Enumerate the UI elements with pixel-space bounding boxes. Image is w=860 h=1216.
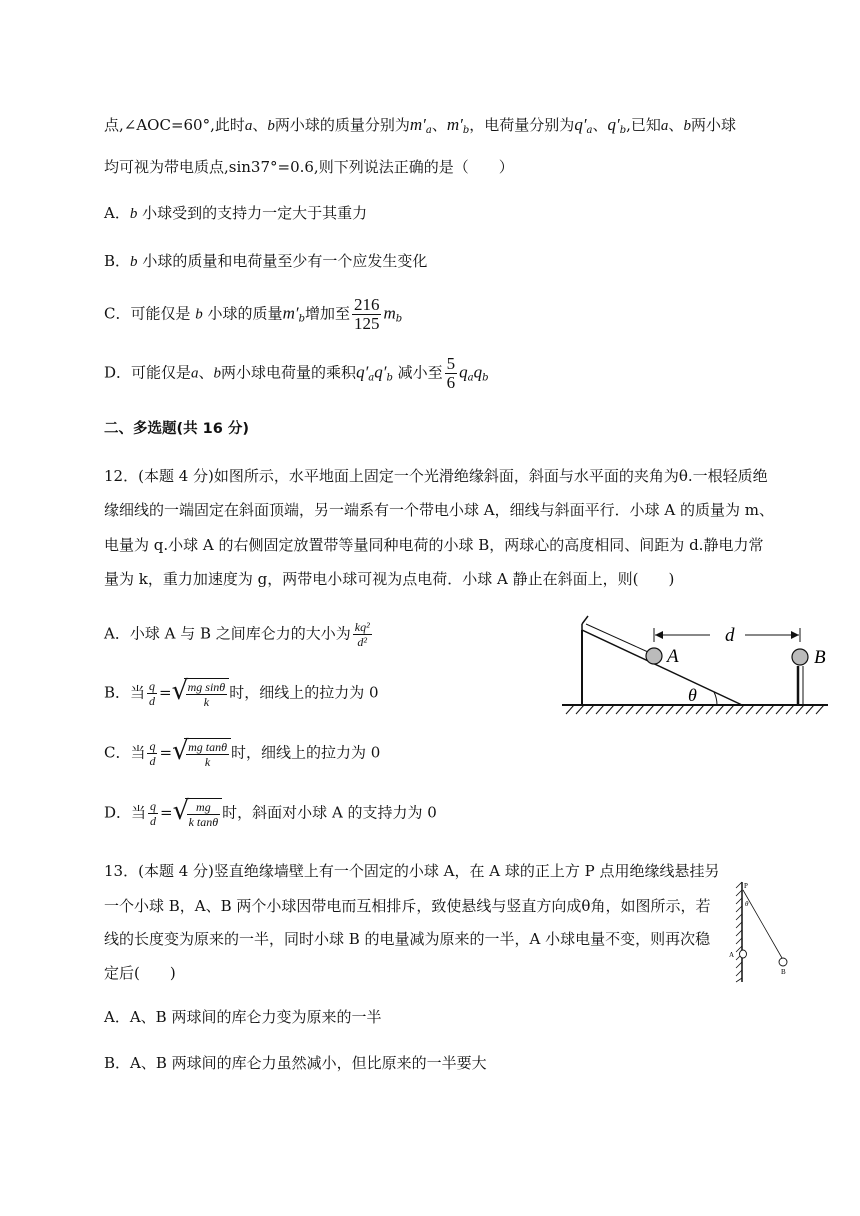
label-theta-13: θ — [745, 900, 749, 908]
q12-stem-line4: 量为 k，重力加速度为 g，两带电小球可视为点电荷．小球 A 静止在斜面上，则( ) — [104, 570, 675, 588]
sqrt-mg-over-ktan: √ $\frac{mg}{\text{k tanθ}}$ — [173, 798, 223, 829]
q13-stem-line1: 13．(本题 4 分)竖直绝缘墙壁上有一个固定的小球 A，在 A 球的正上方 P 点用绝缘线悬挂另 — [104, 862, 720, 880]
fraction-q-d: $\frac{q}{d}$ — [149, 739, 156, 768]
q11-stem-line1: 点,∠AOC=60°,此时a、b两小球的质量分别为$m'_a$、$m'_b$，电荷量分别为$q'_a$、$q'_b$,已知a、b两小球 — [104, 115, 736, 136]
wall-pendulum-figure — [728, 878, 798, 984]
q11-stem-line2: 均可视为带电质点,sin37°=0.6,则下列说法正确的是（ ） — [104, 158, 514, 176]
label-a-13: A — [729, 951, 735, 959]
incline-figure — [560, 610, 832, 720]
label-a: A — [667, 646, 679, 667]
label-b: B — [814, 647, 826, 668]
q12-option-c[interactable]: C．当 $\frac{q}{d}$ = √ $\frac{\text{mg tanθ}}{k}$ 时，细线上的拉力为 0 — [104, 736, 381, 769]
q13-stem-line4: 定后( ) — [104, 964, 176, 982]
fraction-5-6: $\frac{5}{6}$ — [446, 354, 456, 392]
q11-option-c[interactable]: C．可能仅是 b 小球的质量$m'_b$增加至 $\frac{216}{125}$ $m_b$ — [104, 295, 403, 333]
q12-stem-line2: 缘细线的一端固定在斜面顶端，另一端系有一个带电小球 A，细线与斜面平行．小球 A 的质量为 m、 — [104, 501, 774, 519]
label-d: d — [725, 625, 735, 646]
fraction-q-d: $\frac{q}{d}$ — [150, 799, 157, 828]
q12-option-a[interactable]: A．小球 A 与 B 之间库仑力的大小为 $\frac{\text{kq²}}{\text{d²}}$ — [104, 620, 370, 649]
q11-option-d[interactable]: D．可能仅是a、b两小球电荷量的乘积$q'_aq'_b$ 减小至 $\frac{5}{6}$ $q_aq_b$ — [104, 354, 489, 392]
q11-option-a[interactable]: A．b 小球受到的支持力一定大于其重力 — [104, 204, 368, 222]
label-b-13: B — [781, 968, 786, 976]
sqrt-mg-tan-over-k: √ $\frac{\text{mg tanθ}}{k}$ — [172, 738, 231, 769]
q13-stem-line2: 一个小球 B，A、B 两个小球因带电而互相排斥，致使悬线与竖直方向成θ角，如图所示，若 — [104, 897, 711, 915]
q11-option-b[interactable]: B．b 小球的质量和电荷量至少有一个应发生变化 — [104, 252, 428, 270]
q13-option-a[interactable]: A．A、B 两球间的库仑力变为原来的一半 — [104, 1008, 382, 1026]
q12-option-d[interactable]: D．当 $\frac{q}{d}$ = √ $\frac{mg}{\text{k tanθ}}$ 时，斜面对小球 A 的支持力为 0 — [104, 796, 437, 829]
q12-option-b[interactable]: B．当 $\frac{q}{d}$ = √ $\frac{\text{mg sinθ}}{k}$ 时，细线上的拉力为 0 — [104, 676, 379, 709]
fraction-q-d: $\frac{q}{d}$ — [149, 679, 156, 708]
q13-option-b[interactable]: B．A、B 两球间的库仑力虽然减小，但比原来的一半要大 — [104, 1054, 487, 1072]
fraction-216-125: $\frac{216}{125}$ — [353, 295, 380, 333]
fraction-kq2-d2: $\frac{\text{kq²}}{\text{d²}}$ — [354, 620, 370, 649]
label-p: P — [744, 882, 748, 890]
label-theta: θ — [688, 685, 697, 705]
q12-stem-line1: 12．(本题 4 分)如图所示，水平地面上固定一个光滑绝缘斜面，斜面与水平面的夹角为θ.一根轻质绝 — [104, 467, 768, 485]
q13-stem-line3: 线的长度变为原来的一半，同时小球 B 的电量减为原来的一半，A 小球电量不变，则再次稳 — [104, 930, 711, 948]
q12-stem-line3: 电量为 q.小球 A 的右侧固定放置带等量同种电荷的小球 B，两球心的高度相同、间距为 d.静电力常 — [104, 536, 764, 554]
section-title-multiple-choice: 二、多选题(共 16 分) — [104, 421, 250, 437]
sqrt-mg-sin-over-k: √ $\frac{\text{mg sinθ}}{k}$ — [172, 678, 230, 709]
